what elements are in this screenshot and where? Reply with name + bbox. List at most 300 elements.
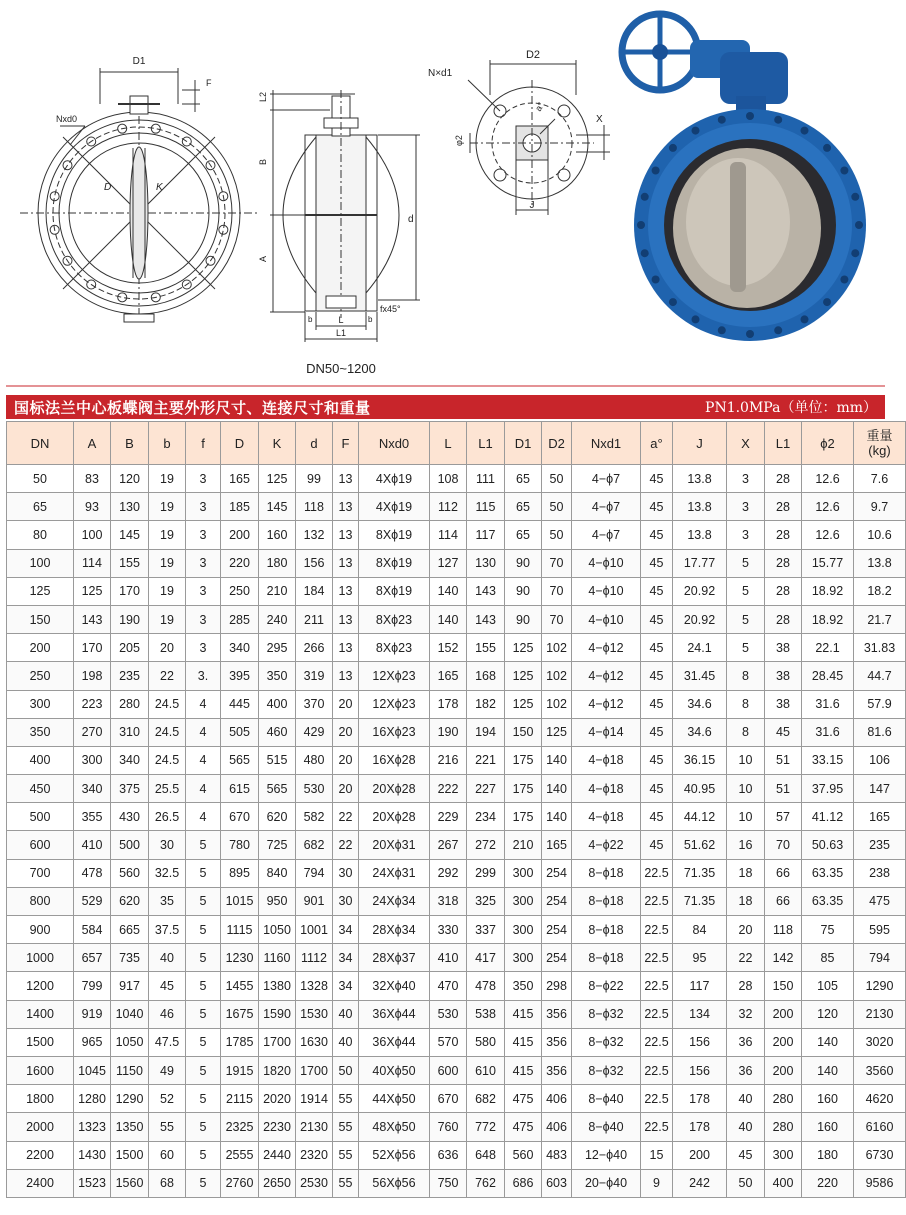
table-cell: 1350	[111, 1113, 149, 1141]
table-cell: 266	[296, 634, 333, 662]
table-cell: 5	[186, 1000, 221, 1028]
table-cell: 595	[854, 916, 906, 944]
table-cell: 10	[727, 746, 765, 774]
table-cell: 118	[296, 493, 333, 521]
table-cell: 100	[7, 549, 74, 577]
table-cell: 5	[727, 577, 765, 605]
flange-bolt-hole	[823, 298, 831, 306]
table-cell: 156	[673, 1028, 727, 1056]
label-d-side: d	[408, 214, 414, 225]
table-cell: 31.83	[854, 634, 906, 662]
table-cell: 5	[186, 916, 221, 944]
table-cell: 143	[467, 577, 505, 605]
table-cell: 475	[505, 1113, 542, 1141]
table-cell: 665	[111, 916, 149, 944]
column-header: A	[74, 422, 111, 465]
column-header: Nxd1	[572, 422, 641, 465]
table-cell: 483	[542, 1141, 572, 1169]
table-cell: 1040	[111, 1000, 149, 1028]
table-cell: 1455	[221, 972, 259, 1000]
table-cell: 4−ϕ12	[572, 662, 641, 690]
table-cell: 200	[7, 634, 74, 662]
table-cell: 120	[802, 1000, 854, 1028]
label-nxd1: N×d1	[428, 68, 453, 79]
table-cell: 620	[111, 887, 149, 915]
table-cell: 5	[186, 831, 221, 859]
table-cell: 200	[221, 521, 259, 549]
table-cell: 410	[430, 944, 467, 972]
table-cell: 160	[802, 1113, 854, 1141]
table-cell: 65	[505, 493, 542, 521]
table-cell: 28	[765, 549, 802, 577]
table-cell: 211	[296, 605, 333, 633]
table-cell: 8−ϕ18	[572, 887, 641, 915]
table-cell: 636	[430, 1141, 467, 1169]
table-row	[7, 1085, 906, 1113]
table-row	[7, 690, 906, 718]
table-cell: 28	[765, 605, 802, 633]
table-cell: 55	[333, 1113, 359, 1141]
label-b-left: b	[308, 315, 313, 324]
flange-bolt-hole	[851, 193, 859, 201]
table-cell: 300	[505, 859, 542, 887]
table-cell: 220	[221, 549, 259, 577]
table-cell: 12−ϕ40	[572, 1141, 641, 1169]
table-cell: 901	[296, 887, 333, 915]
table-cell: 6730	[854, 1141, 906, 1169]
table-cell: 17.77	[673, 549, 727, 577]
label-a-deg: a°	[533, 100, 547, 113]
table-cell: 40	[333, 1000, 359, 1028]
table-cell: 1050	[259, 916, 296, 944]
table-cell: 18.2	[854, 577, 906, 605]
table-cell: 160	[802, 1085, 854, 1113]
table-cell: 65	[7, 493, 74, 521]
table-cell: 395	[221, 662, 259, 690]
table-cell: 145	[259, 493, 296, 521]
table-cell: 4Xϕ19	[359, 465, 430, 493]
table-cell: 52Xϕ56	[359, 1141, 430, 1169]
table-cell: 9.7	[854, 493, 906, 521]
table-cell: 51	[765, 746, 802, 774]
table-cell: 1530	[296, 1000, 333, 1028]
table-cell: 125	[505, 634, 542, 662]
table-cell: 80	[7, 521, 74, 549]
table-cell: 350	[259, 662, 296, 690]
label-l: L	[338, 315, 344, 325]
table-cell: 478	[74, 859, 111, 887]
label-l1: L1	[335, 328, 347, 338]
table-cell: 1328	[296, 972, 333, 1000]
table-cell: 175	[505, 746, 542, 774]
column-header: J	[673, 422, 727, 465]
table-cell: 13	[333, 549, 359, 577]
table-cell: 280	[111, 690, 149, 718]
table-cell: 8−ϕ40	[572, 1113, 641, 1141]
table-cell: 57	[765, 803, 802, 831]
table-cell: 4−ϕ14	[572, 718, 641, 746]
table-cell: 81.6	[854, 718, 906, 746]
table-cell: 19	[149, 605, 186, 633]
table-cell: 417	[467, 944, 505, 972]
table-cell: 3	[727, 465, 765, 493]
label-d2: D2	[525, 49, 541, 61]
label-b-right: b	[368, 315, 373, 324]
valve-product-image	[622, 14, 866, 341]
table-cell: 65	[505, 465, 542, 493]
table-cell: 5	[186, 1056, 221, 1084]
table-cell: 117	[467, 521, 505, 549]
table-cell: 30	[333, 887, 359, 915]
table-cell: 8Xϕ19	[359, 521, 430, 549]
table-cell: 12.6	[802, 521, 854, 549]
flange-bolt-hole	[855, 221, 863, 229]
table-cell: 5	[186, 1113, 221, 1141]
column-header: d	[296, 422, 333, 465]
label-d-front: D	[104, 182, 112, 193]
table-cell: 620	[259, 803, 296, 831]
table-cell: 140	[802, 1028, 854, 1056]
table-cell: 445	[221, 690, 259, 718]
table-row	[7, 577, 906, 605]
table-cell: 950	[259, 887, 296, 915]
table-cell: 22	[727, 944, 765, 972]
flange-bolt-hole	[718, 116, 726, 124]
table-cell: 45	[641, 521, 673, 549]
table-cell: 45	[765, 718, 802, 746]
table-cell: 5	[727, 634, 765, 662]
table-cell: 65	[505, 521, 542, 549]
table-cell: 13	[333, 493, 359, 521]
table-row	[7, 775, 906, 803]
table-cell: 180	[802, 1141, 854, 1169]
table-cell: 1000	[7, 944, 74, 972]
table-cell: 12.6	[802, 493, 854, 521]
table-cell: 794	[296, 859, 333, 887]
table-cell: 24Xϕ31	[359, 859, 430, 887]
table-cell: 1590	[259, 1000, 296, 1028]
column-header: K	[259, 422, 296, 465]
table-cell: 198	[74, 662, 111, 690]
table-cell: 2530	[296, 1169, 333, 1197]
table-cell: 111	[467, 465, 505, 493]
table-cell: 340	[221, 634, 259, 662]
table-cell: 15.77	[802, 549, 854, 577]
table-cell: 4Xϕ19	[359, 493, 430, 521]
table-cell: 560	[505, 1141, 542, 1169]
table-cell: 415	[505, 1028, 542, 1056]
table-cell: 50	[333, 1056, 359, 1084]
table-cell: 5	[727, 549, 765, 577]
table-cell: 227	[467, 775, 505, 803]
label-x: X	[596, 114, 603, 125]
table-cell: 725	[259, 831, 296, 859]
table-cell: 190	[111, 605, 149, 633]
table-cell: 2020	[259, 1085, 296, 1113]
table-cell: 108	[430, 465, 467, 493]
table-cell: 36Xϕ44	[359, 1000, 430, 1028]
table-cell: 580	[467, 1028, 505, 1056]
table-cell: 529	[74, 887, 111, 915]
table-cell: 8−ϕ32	[572, 1056, 641, 1084]
table-cell: 3	[727, 493, 765, 521]
table-cell: 229	[430, 803, 467, 831]
table-cell: 140	[430, 605, 467, 633]
table-cell: 40	[333, 1028, 359, 1056]
table-cell: 1115	[221, 916, 259, 944]
table-cell: 210	[259, 577, 296, 605]
table-cell: 33.15	[802, 746, 854, 774]
table-cell: 5	[186, 859, 221, 887]
table-cell: 1001	[296, 916, 333, 944]
table-cell: 28	[765, 577, 802, 605]
table-cell: 178	[673, 1085, 727, 1113]
table-cell: 13	[333, 662, 359, 690]
table-cell: 127	[430, 549, 467, 577]
table-cell: 4−ϕ10	[572, 577, 641, 605]
table-cell: 267	[430, 831, 467, 859]
table-cell: 45	[641, 549, 673, 577]
table-cell: 20	[333, 690, 359, 718]
table-cell: 272	[467, 831, 505, 859]
table-cell: 125	[505, 662, 542, 690]
table-cell: 410	[74, 831, 111, 859]
table-cell: 22	[149, 662, 186, 690]
table-cell: 4	[186, 746, 221, 774]
table-cell: 965	[74, 1028, 111, 1056]
table-cell: 216	[430, 746, 467, 774]
label-nxd0: Nxd0	[56, 114, 78, 124]
table-cell: 22.5	[641, 972, 673, 1000]
table-cell: 250	[7, 662, 74, 690]
table-cell: 200	[673, 1141, 727, 1169]
table-cell: 45	[149, 972, 186, 1000]
table-cell: 45	[641, 718, 673, 746]
flange-bolt-hole	[851, 249, 859, 257]
table-cell: 125	[74, 577, 111, 605]
label-d1: D1	[132, 56, 146, 67]
table-cell: 299	[467, 859, 505, 887]
table-cell: 340	[74, 775, 111, 803]
table-cell: 682	[296, 831, 333, 859]
flange-bolt-hole	[746, 112, 754, 120]
table-cell: 4	[186, 803, 221, 831]
table-cell: 370	[296, 690, 333, 718]
table-cell: 45	[641, 465, 673, 493]
table-row	[7, 1141, 906, 1169]
table-cell: 648	[467, 1141, 505, 1169]
table-cell: 238	[854, 859, 906, 887]
bolt-hole	[151, 124, 160, 133]
table-cell: 350	[7, 718, 74, 746]
table-row	[7, 803, 906, 831]
table-cell: 20.92	[673, 577, 727, 605]
table-cell: 37.5	[149, 916, 186, 944]
table-cell: 31.45	[673, 662, 727, 690]
table-cell: 24.1	[673, 634, 727, 662]
table-cell: 22.5	[641, 887, 673, 915]
table-cell: 150	[765, 972, 802, 1000]
table-cell: 114	[74, 549, 111, 577]
table-cell: 45	[641, 493, 673, 521]
table-cell: 44.12	[673, 803, 727, 831]
table-cell: 175	[505, 775, 542, 803]
table-cell: 295	[259, 634, 296, 662]
table-cell: 7.6	[854, 465, 906, 493]
table-cell: 49	[149, 1056, 186, 1084]
table-cell: 2440	[259, 1141, 296, 1169]
table-cell: 12.6	[802, 465, 854, 493]
table-cell: 40	[149, 944, 186, 972]
flange-bolt-hole	[801, 315, 809, 323]
table-cell: 4−ϕ18	[572, 746, 641, 774]
table-cell: 117	[673, 972, 727, 1000]
table-cell: 140	[430, 577, 467, 605]
table-cell: 15	[641, 1141, 673, 1169]
table-cell: 22.5	[641, 859, 673, 887]
table-cell: 460	[259, 718, 296, 746]
table-cell: 2325	[221, 1113, 259, 1141]
bolt-hole	[219, 225, 228, 234]
table-cell: 5	[186, 1169, 221, 1197]
table-cell: 10	[727, 803, 765, 831]
column-header: X	[727, 422, 765, 465]
table-cell: 83	[74, 465, 111, 493]
table-title-banner	[6, 395, 885, 419]
table-cell: 142	[765, 944, 802, 972]
table-cell: 355	[74, 803, 111, 831]
table-cell: 6160	[854, 1113, 906, 1141]
table-cell: 406	[542, 1085, 572, 1113]
table-cell: 37.95	[802, 775, 854, 803]
table-cell: 36	[727, 1056, 765, 1084]
table-cell: 2650	[259, 1169, 296, 1197]
table-cell: 4	[186, 775, 221, 803]
table-cell: 610	[467, 1056, 505, 1084]
table-cell: 140	[542, 803, 572, 831]
table-cell: 400	[765, 1169, 802, 1197]
table-cell: 900	[7, 916, 74, 944]
table-cell: 478	[467, 972, 505, 1000]
table-cell: 470	[430, 972, 467, 1000]
table-cell: 182	[467, 690, 505, 718]
table-cell: 2130	[854, 1000, 906, 1028]
table-cell: 19	[149, 549, 186, 577]
table-cell: 615	[221, 775, 259, 803]
table-cell: 1785	[221, 1028, 259, 1056]
table-cell: 220	[802, 1169, 854, 1197]
table-cell: 31.6	[802, 690, 854, 718]
table-cell: 19	[149, 577, 186, 605]
table-cell: 125	[542, 718, 572, 746]
bolt-hole	[50, 192, 59, 201]
table-cell: 22	[333, 803, 359, 831]
table-cell: 8Xϕ19	[359, 577, 430, 605]
table-cell: 1523	[74, 1169, 111, 1197]
table-cell: 800	[7, 887, 74, 915]
table-cell: 170	[111, 577, 149, 605]
table-cell: 19	[149, 493, 186, 521]
table-cell: 38	[765, 690, 802, 718]
table-cell: 36.15	[673, 746, 727, 774]
table-cell: 254	[542, 859, 572, 887]
label-l2: L2	[258, 91, 268, 102]
table-cell: 210	[505, 831, 542, 859]
table-row	[7, 972, 906, 1000]
table-cell: 475	[505, 1085, 542, 1113]
table-cell: 32Xϕ40	[359, 972, 430, 1000]
table-cell: 4−ϕ22	[572, 831, 641, 859]
table-cell: 75	[802, 916, 854, 944]
table-cell: 102	[542, 690, 572, 718]
table-cell: 475	[854, 887, 906, 915]
table-cell: 50	[542, 465, 572, 493]
table-cell: 254	[542, 916, 572, 944]
table-cell: 22.5	[641, 944, 673, 972]
table-cell: 20	[333, 718, 359, 746]
table-cell: 1290	[854, 972, 906, 1000]
table-cell: 45	[641, 831, 673, 859]
column-header: ϕ2	[802, 422, 854, 465]
table-cell: 194	[467, 718, 505, 746]
table-cell: 55	[333, 1169, 359, 1197]
table-cell: 31.6	[802, 718, 854, 746]
table-cell: 50	[7, 465, 74, 493]
flange-bolt-hole	[637, 221, 645, 229]
dimensions-table	[6, 421, 906, 1198]
table-cell: 24Xϕ34	[359, 887, 430, 915]
table-cell: 330	[430, 916, 467, 944]
table-cell: 57.9	[854, 690, 906, 718]
table-cell: 5	[186, 887, 221, 915]
table-cell: 340	[111, 746, 149, 774]
table-cell: 34.6	[673, 690, 727, 718]
label-j: J	[529, 200, 535, 211]
table-cell: 1915	[221, 1056, 259, 1084]
table-cell: 145	[111, 521, 149, 549]
table-cell: 3.	[186, 662, 221, 690]
table-cell: 51.62	[673, 831, 727, 859]
table-cell: 26.5	[149, 803, 186, 831]
table-cell: 235	[854, 831, 906, 859]
table-cell: 150	[505, 718, 542, 746]
table-cell: 56Xϕ56	[359, 1169, 430, 1197]
table-cell: 4	[186, 718, 221, 746]
flange-bolt-hole	[823, 144, 831, 152]
table-cell: 16Xϕ28	[359, 746, 430, 774]
table-row	[7, 718, 906, 746]
table-cell: 13.8	[673, 493, 727, 521]
table-cell: 21.7	[854, 605, 906, 633]
label-a: A	[258, 255, 268, 262]
table-cell: 30	[149, 831, 186, 859]
table-cell: 8Xϕ23	[359, 605, 430, 633]
table-cell: 4−ϕ18	[572, 775, 641, 803]
table-cell: 235	[111, 662, 149, 690]
table-cell: 40	[727, 1085, 765, 1113]
table-cell: 40	[727, 1113, 765, 1141]
table-cell: 22.5	[641, 1085, 673, 1113]
table-cell: 70	[542, 549, 572, 577]
table-cell: 20.92	[673, 605, 727, 633]
table-cell: 750	[430, 1169, 467, 1197]
table-cell: 28Xϕ37	[359, 944, 430, 972]
table-cell: 1560	[111, 1169, 149, 1197]
table-cell: 1700	[296, 1056, 333, 1084]
column-header: Nxd0	[359, 422, 430, 465]
table-cell: 34	[333, 972, 359, 1000]
table-cell: 600	[7, 831, 74, 859]
